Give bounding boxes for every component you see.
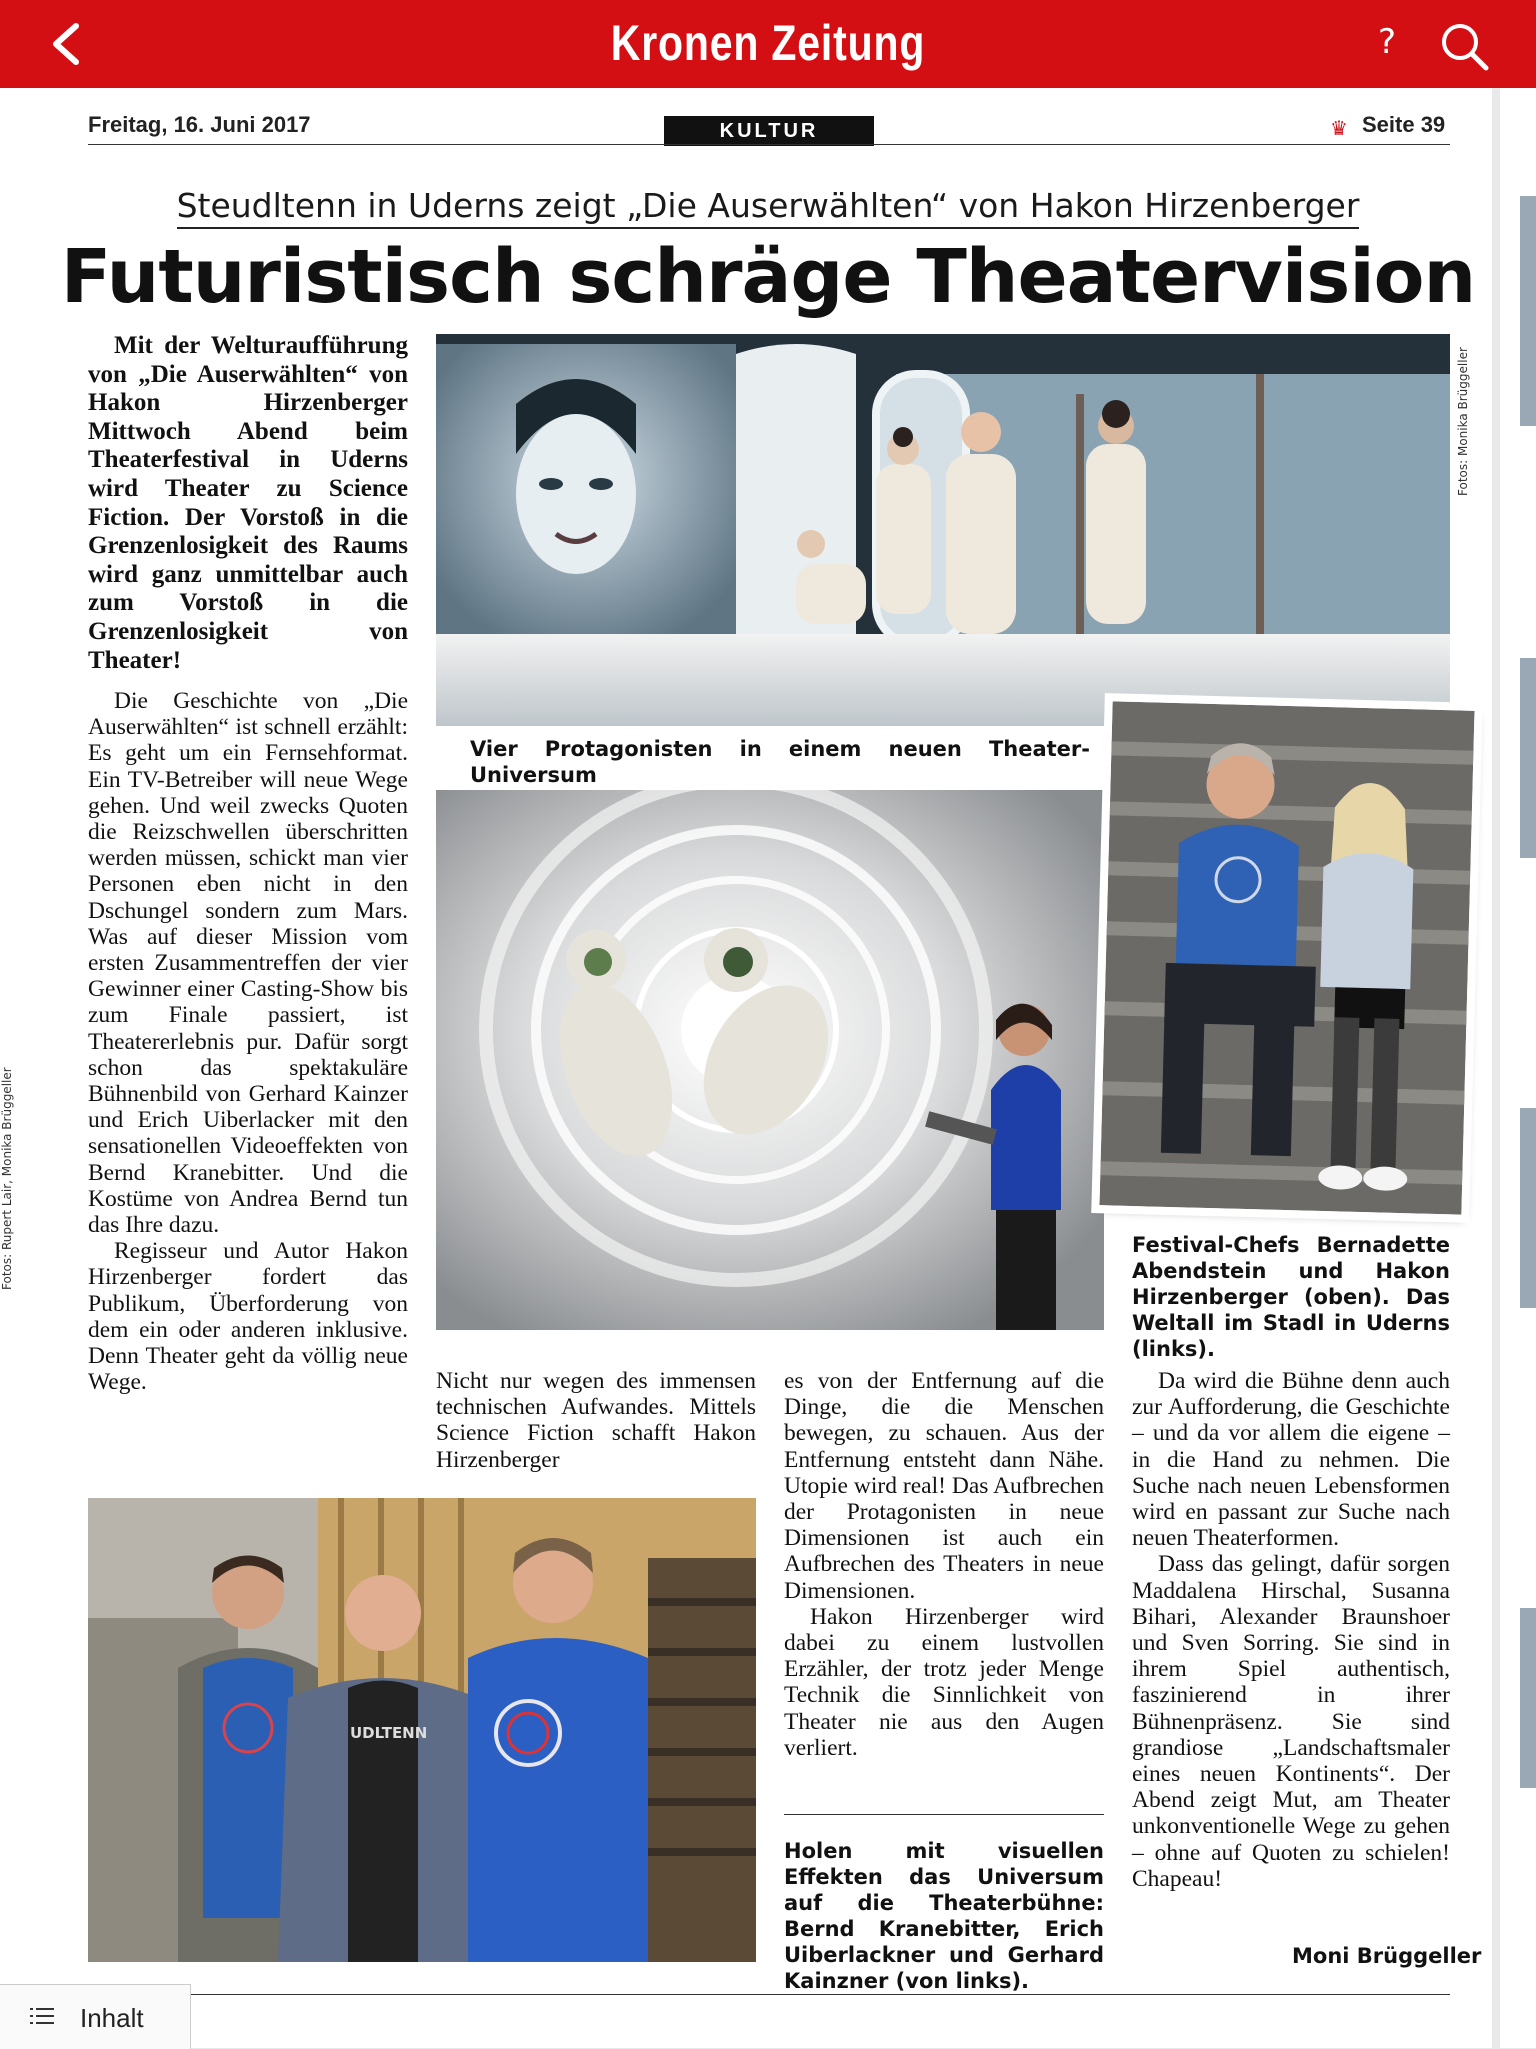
footer-rule — [88, 1994, 1450, 1995]
article-author: Moni Brüggeller — [1292, 1944, 1482, 1968]
artists-photo-caption: Holen mit visuellen Effekten das Universum auf die Theaterbühne: Bernd Kranebitter, Erich Uiberlackner und Gerhard Kainzner (von links). — [784, 1839, 1104, 1993]
space-tunnel-photo — [436, 790, 1104, 1330]
help-button[interactable]: ? — [1378, 22, 1397, 62]
table-of-contents-label: Inhalt — [80, 2003, 144, 2033]
next-page-preview[interactable] — [1500, 88, 1536, 2048]
photo-credit: Fotos: Monika Brüggeller — [1456, 347, 1470, 496]
header-rule — [88, 144, 1450, 145]
festival-chefs-photo — [1099, 701, 1474, 1214]
back-arrow-icon[interactable] — [40, 16, 96, 72]
brand-logo: Kronen Zeitung — [610, 15, 926, 71]
table-of-contents-button[interactable] — [0, 1984, 191, 2049]
next-page-photo — [1520, 658, 1536, 858]
next-page-photo — [1520, 1608, 1536, 1788]
section-label: KULTUR — [664, 116, 874, 146]
article-body-col1: Die Geschichte von „Die Auserwählten“ ist schnell erzählt: Es geht um ein Fernsehformat. Ein TV-Betreiber will neue Wege gehen. Und weil zwecks Quoten die Reizschwellen überschritten werden müssen, schickt man vier Personen eben nicht in den Dschungel sondern zum Mars. Was auf dieser Mission vom ersten Zusammentreffen der vier Gewinner einer Casting-Show bis zum Finale passiert, ist Theatererlebnis pur. Dafür sorgt schon das spektakuläre Bühnenbild von Gerhard Kainzer und Erich Uiberlacker mit den sensationellen Videoeffekten von Bernd Kranebitter. Und die Kostüme von Andrea Bernd tun das Ihre dazu. Regisseur und Autor Hakon Hirzenberger fordert das Publikum, Überforderung von dem ein oder anderen inklusive. Denn Theater geht da völlig neue Wege. — [88, 688, 408, 1396]
article-body-col4: Da wird die Bühne denn auch zur Aufforderung, die Geschichte – und da vor allem die eigene – in die Hand zu nehmen. Die Suche nach neuen Lebensformen wird en passant zur Suche nach neuen Theaterformen. Dass das gelingt, dafür sorgen Maddalena Hirschal, Susanna Bihari, Alexander Braunshoer und Sven Sorring. Sie sind in ihrem Spiel authentisch, faszinierend in ihrer Bühnenpräsenz. Sie sind grandiose „Landschaftsmaler eines neuen Kontinents“. Der Abend zeigt Mut, am Theater unkonventionelle Wege zu gehen – ohne auf Quoten zu schielen! Chapeau! — [1132, 1368, 1450, 1892]
list-icon — [30, 2007, 54, 2025]
stage-photo-caption: Vier Protagonisten in einem neuen Theater-Universum — [470, 737, 1090, 787]
app-top-bar — [0, 0, 1536, 88]
festival-chefs-caption: Festival-Chefs Bernadette Abendstein und Hakon Hirzenberger (oben). Das Weltall im Stadl in Uderns (links). — [1132, 1233, 1450, 1361]
search-icon[interactable] — [1436, 18, 1492, 74]
crown-icon: ♛ — [1330, 116, 1348, 140]
caption-rule — [784, 1814, 1104, 1815]
page-number: Seite 39 — [1362, 112, 1446, 137]
article-headline: Futuristisch schräge Theatervision — [60, 234, 1476, 320]
article-kicker: Steudltenn in Uderns zeigt „Die Auserwählten“ von Hakon Hirzenberger — [0, 186, 1536, 225]
issue-date: Freitag, 16. Juni 2017 — [88, 112, 311, 137]
stage-photo — [436, 334, 1450, 726]
artists-photo — [88, 1498, 756, 1962]
next-page-photo — [1520, 1108, 1536, 1308]
photo-credit: Fotos: Rupert Lair, Monika Brüggeller — [0, 1067, 14, 1290]
article-body-col3: es von der Entfernung auf die Dinge, die die Menschen bewegen, zu schauen. Aus der Entfernung entsteht dann Nähe. Utopie wird real! Das Aufbrechen der Protagonisten in neue Dimensionen ist auch ein Aufbrechen des Theaters in neue Dimensionen. Hakon Hirzenberger wird dabei zu einem lustvollen Erzähler, der trotz jeder Menge Technik die Sinnlichkeit von Theater nie aus den Augen verliert. — [784, 1368, 1104, 1761]
article-body-col2: Nicht nur wegen des immensen technischen Aufwandes. Mittels Science Fiction schafft Hakon Hirzenberger — [436, 1368, 756, 1473]
tshirt-print: UDLTENN — [350, 1724, 428, 1742]
article-lead: Mit der Welturaufführung von „Die Auserwählten“ von Hakon Hirzenberger Mittwoch Abend beim Theaterfestival in Uderns wird Theater zu Science Fiction. Der Vorstoß in die Grenzenlosigkeit des Raums wird ganz unmittelbar auch zum Vorstoß in die Grenzenlosigkeit von Theater! — [88, 332, 408, 674]
